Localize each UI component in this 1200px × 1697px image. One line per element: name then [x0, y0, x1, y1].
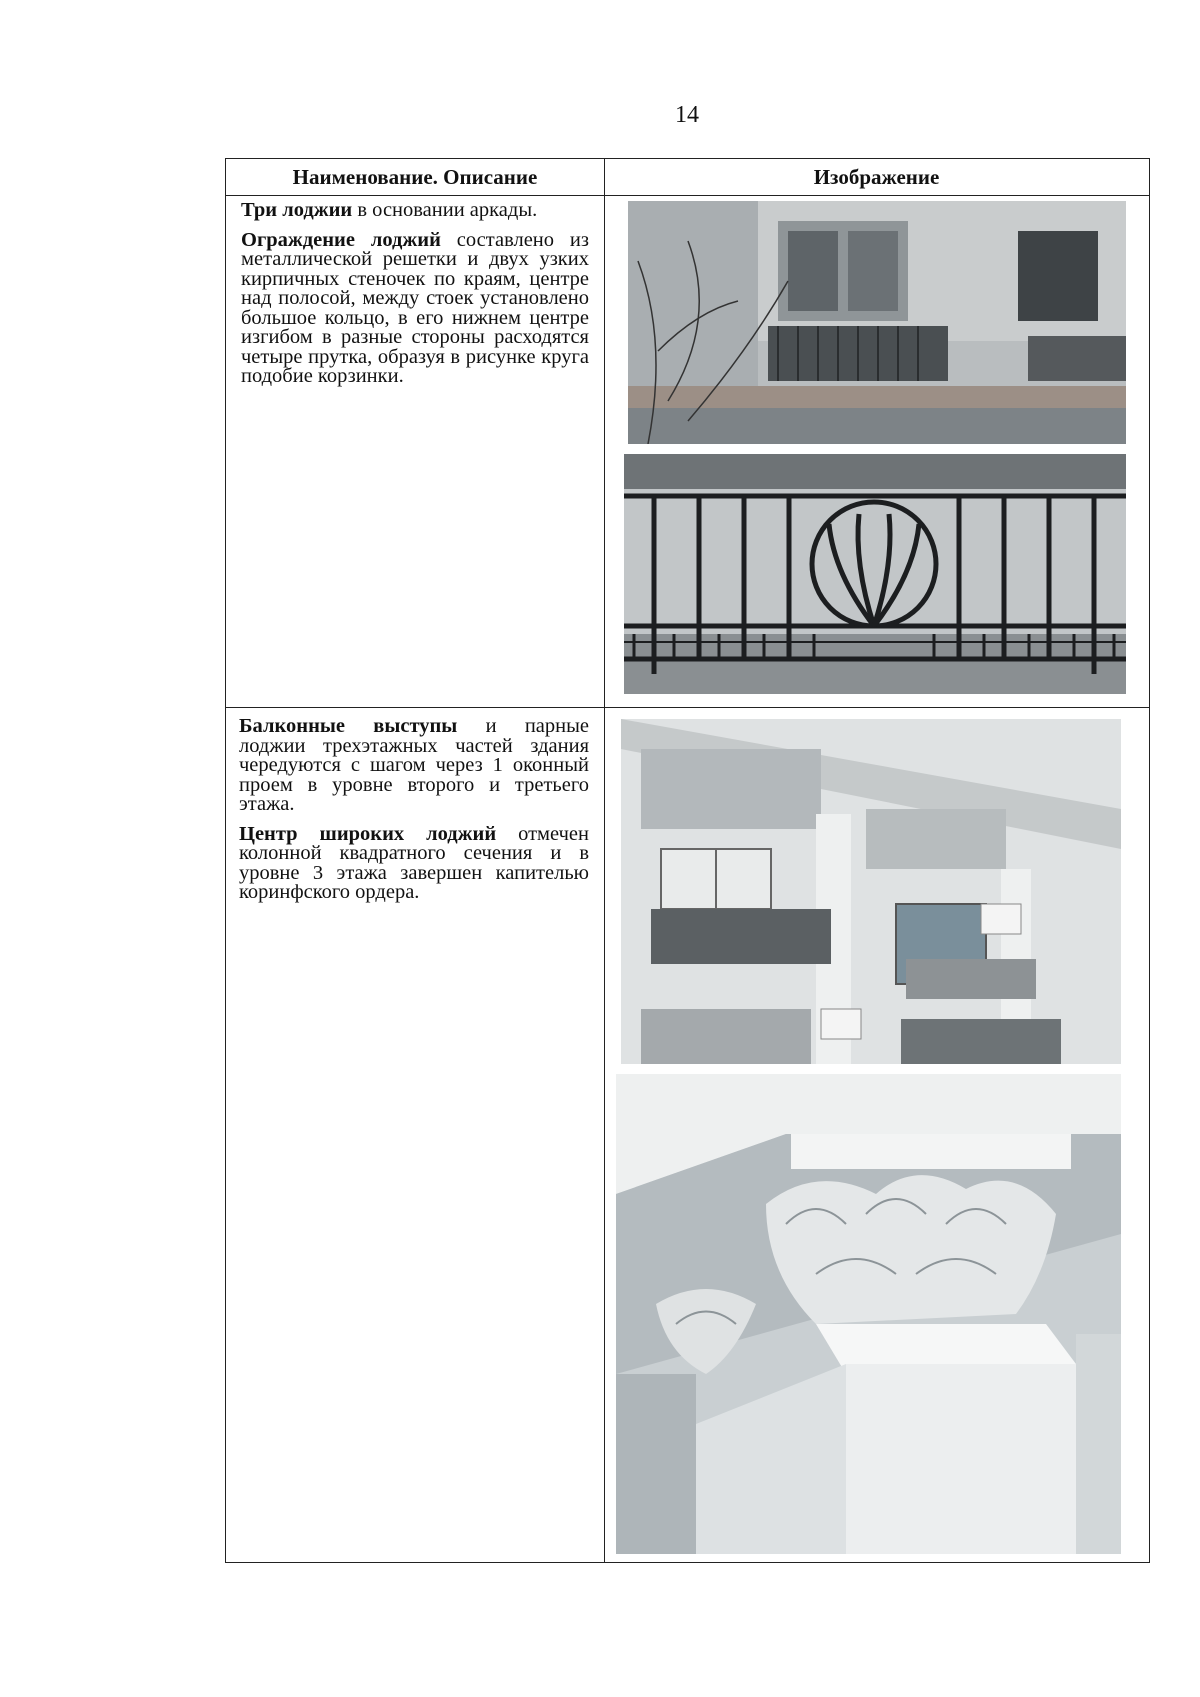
description-table	[225, 158, 1150, 1563]
row-2-term: Балконные выступы	[239, 715, 458, 737]
row-2-text: и парные лоджии трехэтажных частей здания чередуются с шагом через 1 оконный проем в уровне второго и третьего этажа.	[239, 715, 590, 815]
column-divider	[604, 159, 605, 1562]
balconies-loggias-photo	[621, 719, 1121, 1064]
header-divider	[226, 195, 1149, 196]
row-1-text-2: составлено из металлической решетки и двух узких кирпичных стеночек по краям, центре над полосой, между стоек установлено большое кольцо, в его нижнем центре изгибом в разные стороны расходятся четыре прутка, образуя в рисунке круга подобие корзинки.	[241, 228, 589, 387]
row-divider	[226, 707, 1149, 708]
row-1-term: Три лоджии	[241, 199, 353, 221]
railing-detail-photo	[624, 454, 1126, 694]
header-description: Наименование. Описание	[292, 165, 538, 189]
header-image: Изображение	[813, 165, 940, 189]
row-2-term-2: Центр широких лоджий	[239, 822, 497, 845]
row-2-text-2: отмечен колонной квадратного сечения и в уровне 3 этажа завершен капителью коринфского ордера.	[239, 822, 589, 903]
row-2-description	[239, 717, 589, 913]
row-1-text: в основании аркады.	[352, 199, 538, 221]
loggias-facade-photo	[628, 201, 1126, 444]
row-1-term-2: Ограждение лоджий	[241, 228, 441, 251]
row-1-description	[241, 201, 589, 397]
page-number: 14	[675, 102, 699, 128]
corinthian-capital-photo	[616, 1074, 1121, 1554]
